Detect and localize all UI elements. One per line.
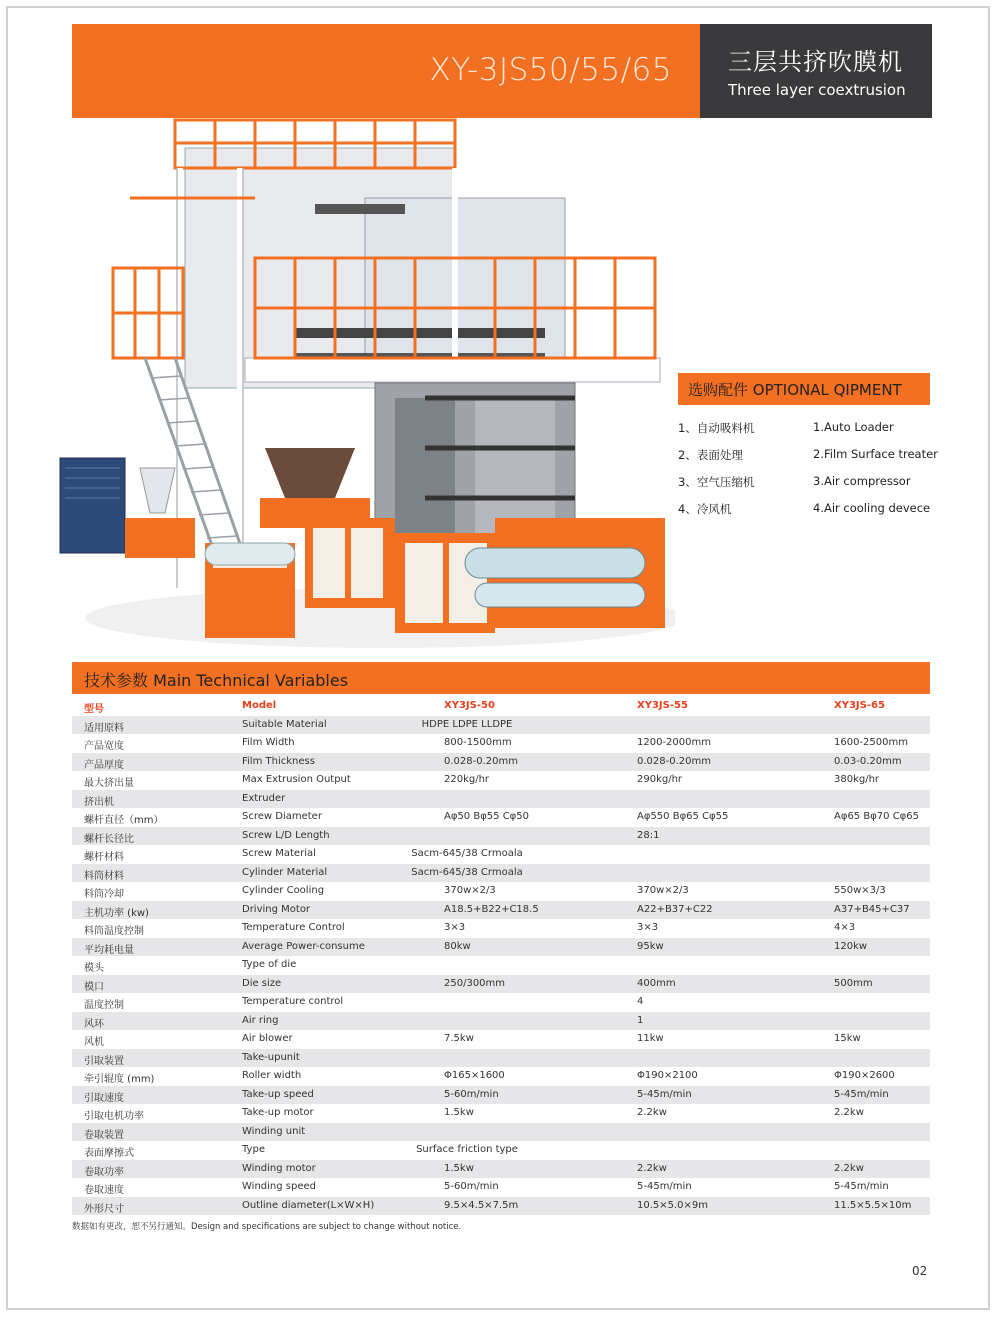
- row-value-model-55: 400mm: [637, 977, 676, 989]
- row-value-model-55: Φ190×2100: [637, 1070, 698, 1081]
- row-label-cn: 料筒温度控制: [84, 926, 144, 937]
- table-row: [72, 882, 930, 901]
- row-label-cn: 产品宽度: [84, 741, 124, 752]
- row-value-model-50: 5-60m/min: [444, 1088, 499, 1100]
- row-value-model-55: 2.2kw: [637, 1107, 667, 1118]
- header-orange-band: [72, 24, 700, 118]
- row-label-cn: 牵引辊度 (mm): [84, 1074, 155, 1085]
- header-dark-band: [700, 24, 932, 118]
- optional-item-cn: 4、冷风机: [678, 502, 732, 516]
- header-model-65: XY3JS-65: [834, 700, 885, 711]
- optional-item: [678, 474, 938, 501]
- row-value-all-models: HDPE LDPE LLDPE: [421, 718, 513, 730]
- header-cn: 型号: [84, 704, 104, 715]
- row-value-shared: 28:1: [637, 829, 660, 841]
- table-row: [72, 1012, 930, 1031]
- table-row: [72, 790, 930, 809]
- row-label-cn: 温度控制: [84, 1000, 124, 1011]
- row-value-model-65: 2.2kw: [834, 1107, 864, 1118]
- row-label-en: Temperature control: [242, 996, 344, 1007]
- title-en: Three layer coextrusion: [728, 81, 906, 99]
- table-row: [72, 1160, 930, 1179]
- row-label-en: Air blower: [242, 1033, 293, 1044]
- row-value-model-50: 1.5kw: [444, 1162, 474, 1174]
- row-label-cn: 最大挤出量: [84, 778, 134, 789]
- row-label-cn: 螺杆材料: [84, 852, 124, 863]
- table-row: [72, 1104, 930, 1123]
- row-label-cn: 适用原料: [84, 722, 124, 734]
- row-label-cn: 模口: [84, 981, 104, 993]
- table-row: [72, 993, 930, 1012]
- optional-item-cn: 1、自动吸料机: [678, 421, 755, 435]
- optional-item-en: 3.Air compressor: [813, 474, 911, 488]
- row-label-cn: 产品厚度: [84, 759, 124, 771]
- optional-equipment-list: [678, 420, 938, 528]
- table-row: [72, 1086, 930, 1105]
- row-label-en: Screw L/D Length: [242, 829, 330, 841]
- row-value-model-50: 250/300mm: [444, 977, 506, 989]
- optional-item-en: 4.Air cooling devece: [813, 501, 931, 515]
- row-label-en: Roller width: [242, 1070, 302, 1081]
- table-row: [72, 919, 930, 938]
- header-en: Model: [242, 700, 277, 711]
- optional-equipment-title: 选购配件 OPTIONAL QIPMENT: [688, 381, 902, 399]
- row-value-model-65: Aφ65 Bφ70 Cφ65: [834, 811, 920, 822]
- row-value-model-50: 370w×2/3: [444, 885, 496, 896]
- row-value-model-65: Φ190×2600: [834, 1070, 895, 1081]
- row-value-model-65: 15kw: [834, 1033, 861, 1044]
- header-model-50: XY3JS-50: [444, 700, 495, 711]
- row-label-cn: 外形尺寸: [84, 1203, 124, 1215]
- row-label-cn: 引取速度: [84, 1092, 124, 1104]
- row-value-model-65: 380kg/hr: [834, 774, 880, 785]
- table-row: [72, 808, 930, 827]
- row-label-en: Cylinder Cooling: [242, 885, 325, 896]
- row-value-model-50: Φ165×1600: [444, 1070, 505, 1081]
- table-row: [72, 938, 930, 957]
- row-value-model-65: 120kw: [834, 940, 868, 952]
- row-value-model-50: Aφ50 Bφ55 Cφ50: [444, 811, 530, 822]
- tech-variables-title: 技术参数 Main Technical Variables: [84, 671, 349, 690]
- row-value-model-65: 550w×3/3: [834, 885, 886, 896]
- row-label-en: Take-up speed: [242, 1088, 314, 1100]
- row-label-cn: 料筒冷却: [84, 889, 124, 900]
- row-label-en: Die size: [242, 977, 282, 989]
- table-row: [72, 1067, 930, 1086]
- row-label-en: Film Thickness: [242, 755, 315, 767]
- table-row: [72, 864, 930, 883]
- row-label-en: Cylinder Material: [242, 866, 328, 878]
- row-value-model-55: 5-45m/min: [637, 1181, 692, 1192]
- row-label-cn: 料筒材料: [84, 870, 124, 882]
- row-label-cn: 风环: [84, 1018, 104, 1030]
- row-value-model-65: 11.5×5.5×10m: [834, 1199, 912, 1211]
- optional-equipment-bar: [678, 373, 930, 405]
- row-value-shared: 4: [637, 996, 644, 1007]
- row-label-en: Winding unit: [242, 1125, 306, 1137]
- row-value-model-55: 5-45m/min: [637, 1088, 692, 1100]
- row-label-en: Outline diameter(L×W×H): [242, 1199, 375, 1211]
- row-value-model-55: 95kw: [637, 940, 664, 952]
- row-value-model-55: 2.2kw: [637, 1162, 667, 1174]
- table-row: [72, 1178, 930, 1197]
- row-label-en: Suitable Material: [242, 718, 327, 730]
- row-label-en: Type of die: [242, 959, 297, 970]
- optional-item-en: 1.Auto Loader: [813, 420, 894, 434]
- row-value-model-65: 1600-2500mm: [834, 737, 908, 748]
- table-row: [72, 771, 930, 790]
- row-value-all-models: Sacm-645/38 Crmoala: [411, 866, 523, 878]
- tech-table: [72, 697, 930, 1215]
- row-value-model-50: 9.5×4.5×7.5m: [444, 1199, 519, 1211]
- optional-item-en: 2.Film Surface treater: [813, 447, 938, 461]
- row-value-model-55: 370w×2/3: [637, 885, 689, 896]
- row-label-en: Winding motor: [242, 1162, 316, 1174]
- row-value-model-65: 2.2kw: [834, 1162, 864, 1174]
- row-value-model-50: 5-60m/min: [444, 1181, 499, 1192]
- row-label-cn: 风机: [84, 1037, 104, 1048]
- row-value-model-50: A18.5+B22+C18.5: [444, 903, 539, 915]
- row-value-model-65: A37+B45+C37: [834, 903, 910, 915]
- row-value-model-55: A22+B37+C22: [637, 903, 713, 915]
- row-label-cn: 模头: [84, 963, 104, 974]
- table-row: [72, 845, 930, 864]
- row-value-model-55: 0.028-0.20mm: [637, 755, 711, 767]
- table-row: [72, 1030, 930, 1049]
- row-value-model-50: 3×3: [444, 922, 466, 933]
- row-label-en: Extruder: [242, 792, 286, 804]
- optional-item-cn: 3、空气压缩机: [678, 475, 755, 489]
- row-label-cn: 表面摩擦式: [84, 1148, 134, 1159]
- row-value-shared: 1: [637, 1014, 644, 1026]
- row-value-all-models: Surface friction type: [416, 1144, 518, 1155]
- row-label-cn: 螺杆直径（mm）: [84, 815, 164, 826]
- table-row: [72, 956, 930, 975]
- table-row: [72, 1049, 930, 1068]
- blown-film-machine-illustration: [55, 118, 675, 658]
- optional-item-cn: 2、表面处理: [678, 448, 743, 462]
- row-value-model-55: 11kw: [637, 1033, 664, 1044]
- row-label-en: Average Power-consume: [242, 940, 365, 952]
- row-label-en: Air ring: [242, 1014, 279, 1026]
- title-cn: 三层共挤吹膜机: [728, 48, 903, 76]
- row-label-en: Winding speed: [242, 1181, 316, 1192]
- row-label-en: Take-up motor: [242, 1107, 314, 1118]
- table-row: [72, 827, 930, 846]
- table-row: [72, 975, 930, 994]
- row-label-cn: 主机功率 (kw): [84, 907, 149, 919]
- row-label-en: Max Extrusion Output: [242, 774, 351, 785]
- row-value-model-50: 220kg/hr: [444, 774, 490, 785]
- row-label-en: Temperature Control: [242, 922, 345, 933]
- page-header: [72, 24, 932, 118]
- row-value-model-50: 1.5kw: [444, 1107, 474, 1118]
- row-label-en: Screw Diameter: [242, 811, 322, 822]
- model-title: XY-3JS50/55/65: [429, 52, 672, 88]
- footnote: 数据如有更改，恕不另行通知。Design and specifications are subject to change without notice.: [72, 1222, 462, 1232]
- table-row: [72, 1123, 930, 1142]
- row-label-cn: 螺杆长径比: [84, 833, 134, 845]
- row-label-cn: 卷取装置: [84, 1129, 124, 1141]
- row-value-all-models: Sacm-645/38 Crmoala: [411, 848, 523, 859]
- table-row: [72, 1141, 930, 1160]
- row-label-cn: 卷取功率: [84, 1166, 124, 1178]
- table-row: [72, 753, 930, 772]
- row-value-model-55: 1200-2000mm: [637, 737, 711, 748]
- row-value-model-55: 10.5×5.0×9m: [637, 1199, 709, 1211]
- row-value-model-50: 0.028-0.20mm: [444, 755, 518, 767]
- row-label-en: Screw Material: [242, 848, 316, 859]
- row-value-model-65: 0.03-0.20mm: [834, 755, 902, 767]
- row-label-en: Take-upunit: [242, 1051, 300, 1063]
- optional-item: [678, 420, 938, 447]
- tech-variables-bar: [72, 662, 930, 694]
- row-label-en: Film Width: [242, 737, 295, 748]
- page-number: 02: [912, 1264, 928, 1278]
- row-label-cn: 卷取速度: [84, 1185, 124, 1196]
- row-label-cn: 平均耗电量: [84, 944, 134, 956]
- row-label-cn: 挤出机: [84, 796, 114, 808]
- row-value-model-65: 500mm: [834, 977, 873, 989]
- header-model-55: XY3JS-55: [637, 700, 688, 711]
- optional-item: [678, 447, 938, 474]
- row-value-model-50: 80kw: [444, 940, 471, 952]
- row-label-en: Driving Motor: [242, 903, 311, 915]
- row-value-model-50: 7.5kw: [444, 1033, 474, 1044]
- table-row: [72, 901, 930, 920]
- row-value-model-55: Aφ550 Bφ65 Cφ55: [637, 811, 729, 822]
- table-row: [72, 1197, 930, 1216]
- row-value-model-65: 5-45m/min: [834, 1088, 889, 1100]
- row-value-model-55: 290kg/hr: [637, 774, 683, 785]
- row-value-model-55: 3×3: [637, 922, 659, 933]
- table-row: [72, 716, 930, 735]
- row-value-model-65: 4×3: [834, 922, 856, 933]
- row-label-cn: 引取电机功率: [84, 1111, 144, 1122]
- row-label-en: Type: [242, 1144, 265, 1155]
- row-label-cn: 引取装置: [84, 1055, 124, 1067]
- table-row: [72, 734, 930, 753]
- row-value-model-65: 5-45m/min: [834, 1181, 889, 1192]
- table-header-row: [72, 697, 930, 716]
- row-value-model-50: 800-1500mm: [444, 737, 512, 748]
- optional-item: [678, 501, 938, 528]
